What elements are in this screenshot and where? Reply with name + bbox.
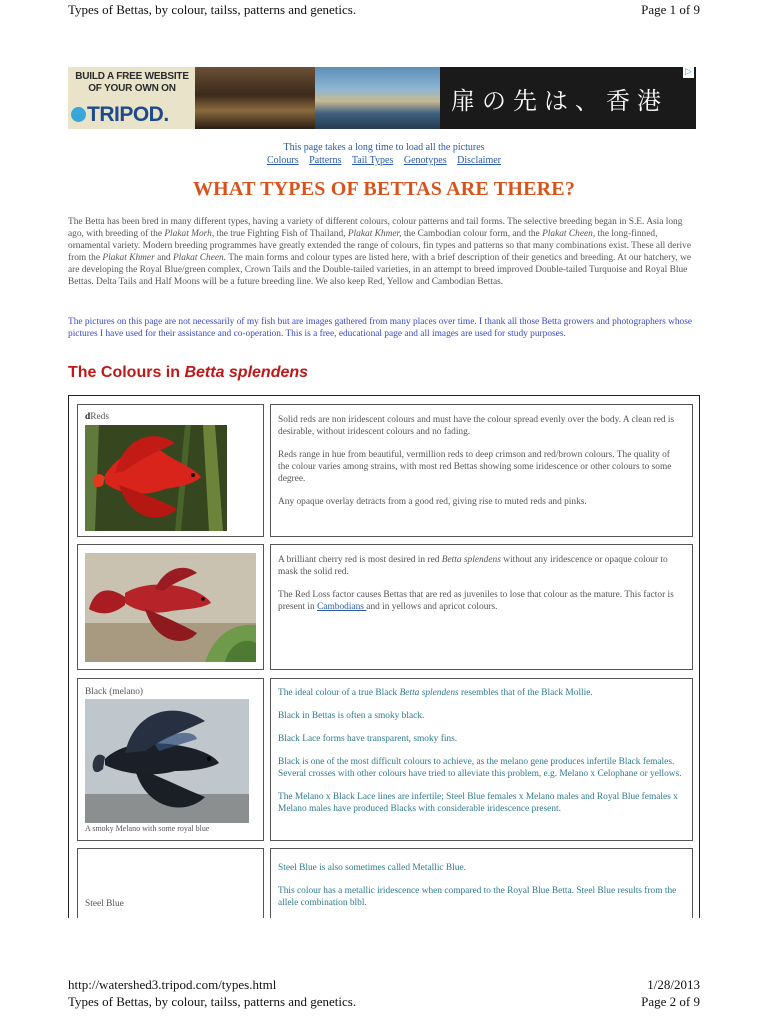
black-label: Black (melano) xyxy=(85,687,144,697)
cherry-text-1: A brilliant cherry red is most desired in red Betta splendens without any iridescence or opaque colour to mask the solid red. xyxy=(278,555,668,577)
steel-blue-text-1: Steel Blue is also sometimes called Metallic Blue. xyxy=(278,863,466,873)
reds-text-1: Solid reds are non iridescent colours and must have the colour spread evenly over the body. A clean red is desirable, without iridescent colours and no fading. xyxy=(278,415,675,437)
black-melano-betta-photo xyxy=(85,699,249,823)
nav-link-tail-types[interactable]: Tail Types xyxy=(351,155,394,166)
tripod-banner-ad[interactable] xyxy=(68,67,696,129)
adchoices-icon[interactable]: ▷ xyxy=(683,67,694,78)
ad-japanese-text: 扉の先は、香港 xyxy=(451,87,668,115)
tripod-dot-icon xyxy=(71,107,86,122)
tripod-logo-text: TRIPOD. xyxy=(87,103,169,126)
reds-description-cell xyxy=(270,404,693,537)
ad-tripod-panel[interactable] xyxy=(68,67,195,129)
black-text-2: Black in Bettas is often a smoky black. xyxy=(278,711,425,721)
black-image-cell xyxy=(77,678,264,841)
steel-blue-text-2: This colour has a metallic iridescence when compared to the Royal Blue Betta. Steel Blue results from the allele combination blbl. xyxy=(278,886,677,908)
black-text-3: Black Lace forms have transparent, smoky fins. xyxy=(278,734,458,744)
colours-table xyxy=(68,395,700,926)
print-header-next-page: Page 2 of 9 xyxy=(641,994,700,1009)
credits-paragraph: The pictures on this page are not necessarily of my fish but are images gathered from many places over time. I thank all those Betta growers and photographers whose pictures I have used for their assistance and co-operation. This is a free, educational page and all images are used for study purposes. xyxy=(68,317,693,339)
ad-tagline-line1: BUILD A FREE WEBSITE xyxy=(75,71,189,82)
load-note: This page takes a long time to load all the pictures xyxy=(283,142,485,153)
black-text-1: The ideal colour of a true Black Betta splendens resembles that of the Black Mollie. xyxy=(278,688,593,698)
reds-text-2: Reds range in hue from beautiful, vermillion reds to deep crimson and red/brown colours. The quality of the colour varies among strains, with most red Bettas showing some iridescence or other colours to some degree. xyxy=(278,450,672,484)
ad-tagline-line2: OF YOUR OWN ON xyxy=(88,83,176,94)
nav-link-genotypes[interactable]: Genotypes xyxy=(403,155,447,166)
reds-text-3: Any opaque overlay detracts from a good red, giving rise to muted reds and pinks. xyxy=(278,497,587,507)
colours-heading: The Colours in Betta splendens xyxy=(68,364,309,381)
black-text-5: The Melano x Black Lace lines are infertile; Steel Blue females x Melano males and Royal Blue females x Melano males have produced Blacks with considerable iridescence present. xyxy=(278,792,678,814)
print-header xyxy=(68,2,700,18)
ad-tagline xyxy=(72,71,192,95)
black-photo-caption: A smoky Melano with some royal blue xyxy=(85,824,210,833)
print-header-next-title: Types of Bettas, by colour, tailss, patterns and genetics. xyxy=(68,994,357,1009)
steel-blue-label: Steel Blue xyxy=(85,899,124,909)
cambodians-link[interactable]: Cambodians xyxy=(317,602,367,612)
print-footer-date: 1/28/2013 xyxy=(647,977,700,992)
black-description-cell xyxy=(270,678,693,841)
print-header-page: Page 1 of 9 xyxy=(641,2,700,17)
page-title: WHAT TYPES OF BETTAS ARE THERE? xyxy=(192,178,576,200)
print-footer xyxy=(68,977,700,993)
page-break-gap xyxy=(60,918,710,958)
section-nav xyxy=(0,155,768,166)
nav-link-patterns[interactable]: Patterns xyxy=(309,155,342,166)
reds-image-cell xyxy=(77,404,264,537)
nav-link-disclaimer[interactable]: Disclaimer xyxy=(457,155,501,166)
cherry-description-cell xyxy=(270,544,693,670)
nav-link-colours[interactable]: Colours xyxy=(266,155,299,166)
intro-paragraph: The Betta has been bred in many different types, having a variety of different colours, colour patterns and tail forms. The selective breeding began in S.E. Asia long ago, with breeding of the Plakat Morh, the true Fighting Fish of Thailand, Plakat Khmer, the Cambodian colour form, and the Plakat Cheen, the long-finned, ornamental variety. Modern breeding programmes have greatly extended the range of colours, fin types and patterns so that many combinations exist. These all derive from the Plakat Khmer and Plakat Cheen. The main forms and colour types are listed here, with a brief description of their genetics and breeding. At our hatchery, we are developing the Royal Blue/green complex, Crown Tails and the Double-tailed varieties, in an attempt to breed improved Double-tailed Turquoise and Royal Blue Bettas. Delta Tails and Half Moons will be a future breeding line. We also keep Red, Yellow and Cambodian Bettas. xyxy=(68,217,692,287)
cherry-red-betta-photo xyxy=(85,553,256,662)
cherry-text-2: The Red Loss factor causes Bettas that are red as juveniles to lose that colour as the mature. This factor is present in Cambodians and in yellows and apricot colours. xyxy=(278,590,674,612)
print-header-next xyxy=(68,994,700,1010)
black-text-4: Black is one of the most difficult colours to achieve, as the melano gene produces infertile Black females. Several crosses with other colours have tried to alleviate this problem, e.g. Melano x Celophane or yellows. xyxy=(278,757,682,779)
print-footer-url: http://watershed3.tripod.com/types.html xyxy=(68,977,277,992)
print-header-title: Types of Bettas, by colour, tailss, patterns and genetics. xyxy=(68,2,357,17)
red-betta-photo xyxy=(85,425,227,531)
ad-photo-restaurant xyxy=(195,67,315,129)
ad-photo-harbour xyxy=(315,67,440,129)
reds-label: dReds xyxy=(85,412,109,422)
cherry-image-cell xyxy=(77,544,264,670)
tripod-logo xyxy=(71,103,169,127)
